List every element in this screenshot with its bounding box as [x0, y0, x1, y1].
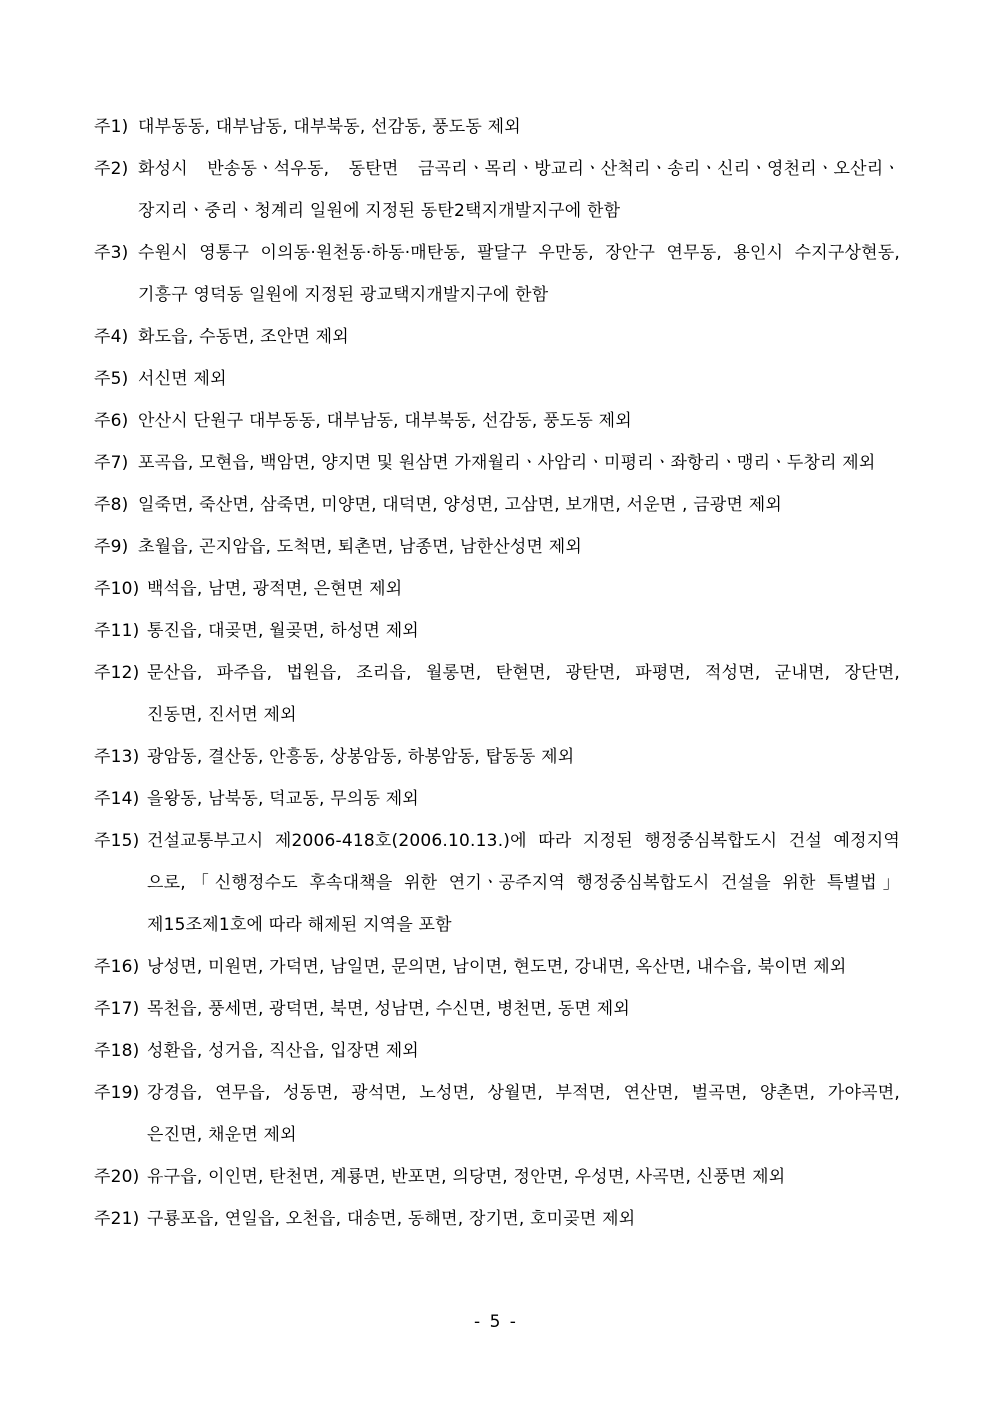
footnote-line: 초월읍, 곤지암읍, 도척면, 퇴촌면, 남종면, 남한산성면 제외: [138, 537, 582, 557]
footnote-item: [94, 442, 900, 484]
footnote-text: [138, 358, 900, 400]
footnote-item: [94, 316, 900, 358]
footnote-text: [138, 316, 900, 358]
footnote-text: [147, 820, 900, 946]
footnote-item: [94, 652, 900, 736]
footnote-item: [94, 820, 900, 946]
footnote-item: [94, 568, 900, 610]
footnote-item: [94, 148, 900, 232]
footnote-item: [94, 1030, 900, 1072]
footnote-item: [94, 1198, 900, 1240]
footnote-label: 주9): [94, 537, 129, 557]
footnote-line: 일죽면, 죽산면, 삼죽면, 미양면, 대덕면, 양성면, 고삼면, 보개면, 서운면 , 금광면 제외: [138, 495, 782, 515]
footnote-line: 강경읍, 연무읍, 성동면, 광석면, 노성면, 상월면, 부적면, 연산면, 벌곡면, 양촌면, 가야곡면,: [147, 1083, 900, 1103]
footnote-text: [138, 484, 900, 526]
footnote-text: [147, 778, 900, 820]
footnote-label: 주17): [94, 999, 140, 1019]
footnote-line: 포곡읍, 모현읍, 백암면, 양지면 및 원삼면 가재월리ㆍ사암리ㆍ미평리ㆍ좌항리ㆍ맹리ㆍ두창리 제외: [138, 453, 876, 473]
footnote-line: 구룡포읍, 연일읍, 오천읍, 대송면, 동해면, 장기면, 호미곶면 제외: [147, 1209, 636, 1229]
footnote-line: 성환읍, 성거읍, 직산읍, 입장면 제외: [147, 1041, 419, 1061]
footnote-text: [147, 1198, 900, 1240]
footnote-label: 주8): [94, 495, 129, 515]
footnote-item: [94, 988, 900, 1030]
footnote-text: [138, 148, 900, 232]
footnote-item: [94, 232, 900, 316]
footnote-line: 화성시 반송동ㆍ석우동, 동탄면 금곡리ㆍ목리ㆍ방교리ㆍ산척리ㆍ송리ㆍ신리ㆍ영천리ㆍ오산리ㆍ: [138, 159, 900, 179]
footnote-text: [138, 106, 900, 148]
footnote-label: 주5): [94, 369, 129, 389]
footnote-label: 주18): [94, 1041, 140, 1061]
footnote-label: 주15): [94, 831, 140, 851]
footnote-line: 화도읍, 수동면, 조안면 제외: [138, 327, 349, 347]
footnote-item: [94, 358, 900, 400]
footnote-text: [147, 1072, 900, 1156]
footnote-label: 주10): [94, 579, 140, 599]
footnote-item: [94, 526, 900, 568]
footnote-item: [94, 1072, 900, 1156]
footnote-line: 기흥구 영덕동 일원에 지정된 광교택지개발지구에 한함: [138, 285, 549, 305]
footnote-line: 백석읍, 남면, 광적면, 은현면 제외: [147, 579, 403, 599]
footnote-line: 안산시 단원구 대부동동, 대부남동, 대부북동, 선감동, 풍도동 제외: [138, 411, 632, 431]
footnote-label: 주4): [94, 327, 129, 347]
footnote-text: [147, 1030, 900, 1072]
footnote-text: [138, 400, 900, 442]
footnote-list: [94, 106, 900, 1240]
footnote-line: 건설교통부고시 제2006-418호(2006.10.13.)에 따라 지정된 행정중심복합도시 건설 예정지역: [147, 831, 900, 851]
footnote-item: [94, 946, 900, 988]
footnote-label: 주2): [94, 159, 129, 179]
footnote-text: [138, 232, 900, 316]
footnote-item: [94, 106, 900, 148]
footnote-line: 문산읍, 파주읍, 법원읍, 조리읍, 월롱면, 탄현면, 광탄면, 파평면, 적성면, 군내면, 장단면,: [147, 663, 900, 683]
footnote-line: 은진면, 채운면 제외: [147, 1125, 297, 1145]
footnote-text: [147, 610, 900, 652]
footnote-label: 주3): [94, 243, 129, 263]
footnote-line: 낭성면, 미원면, 가덕면, 남일면, 문의면, 남이면, 현도면, 강내면, 옥산면, 내수읍, 북이면 제외: [147, 957, 847, 977]
footnote-text: [147, 736, 900, 778]
footnote-line: 으로,「신행정수도 후속대책을 위한 연기ㆍ공주지역 행정중심복합도시 건설을 위한 특별법」: [147, 873, 900, 893]
footnote-line: 제15조제1호에 따라 해제된 지역을 포함: [147, 915, 452, 935]
footnote-line: 수원시 영통구 이의동·원천동·하동·매탄동, 팔달구 우만동, 장안구 연무동, 용인시 수지구상현동,: [138, 243, 900, 263]
footnote-label: 주11): [94, 621, 140, 641]
footnote-item: [94, 736, 900, 778]
footnote-label: 주6): [94, 411, 129, 431]
footnote-line: 목천읍, 풍세면, 광덕면, 북면, 성남면, 수신면, 병천면, 동면 제외: [147, 999, 630, 1019]
footnote-label: 주13): [94, 747, 140, 767]
footnote-item: [94, 484, 900, 526]
page-number: - 5 -: [474, 1312, 518, 1332]
footnote-line: 서신면 제외: [138, 369, 227, 389]
footnote-text: [147, 568, 900, 610]
footnote-label: 주14): [94, 789, 140, 809]
footnote-item: [94, 400, 900, 442]
footnote-label: 주19): [94, 1083, 140, 1103]
footnote-line: 진동면, 진서면 제외: [147, 705, 297, 725]
footnote-label: 주16): [94, 957, 140, 977]
footnote-text: [147, 1156, 900, 1198]
footnote-text: [147, 946, 900, 988]
footnote-line: 광암동, 결산동, 안흥동, 상봉암동, 하봉암동, 탑동동 제외: [147, 747, 575, 767]
footnote-label: 주21): [94, 1209, 140, 1229]
footnote-label: 주20): [94, 1167, 140, 1187]
footnote-label: 주12): [94, 663, 140, 683]
footnote-line: 유구읍, 이인면, 탄천면, 계룡면, 반포면, 의당면, 정안면, 우성면, 사곡면, 신풍면 제외: [147, 1167, 786, 1187]
footnote-label: 주7): [94, 453, 129, 473]
footnote-text: [138, 526, 900, 568]
footnote-item: [94, 1156, 900, 1198]
footnote-line: 통진읍, 대곶면, 월곶면, 하성면 제외: [147, 621, 419, 641]
footnote-text: [147, 652, 900, 736]
footnote-item: [94, 610, 900, 652]
footnote-text: [147, 988, 900, 1030]
footnote-label: 주1): [94, 117, 129, 137]
footnote-line: 대부동동, 대부남동, 대부북동, 선감동, 풍도동 제외: [138, 117, 521, 137]
footnote-line: 을왕동, 남북동, 덕교동, 무의동 제외: [147, 789, 419, 809]
footnote-line: 장지리ㆍ중리ㆍ청계리 일원에 지정된 동탄2택지개발지구에 한함: [138, 201, 621, 221]
footnote-text: [138, 442, 900, 484]
footnote-item: [94, 778, 900, 820]
